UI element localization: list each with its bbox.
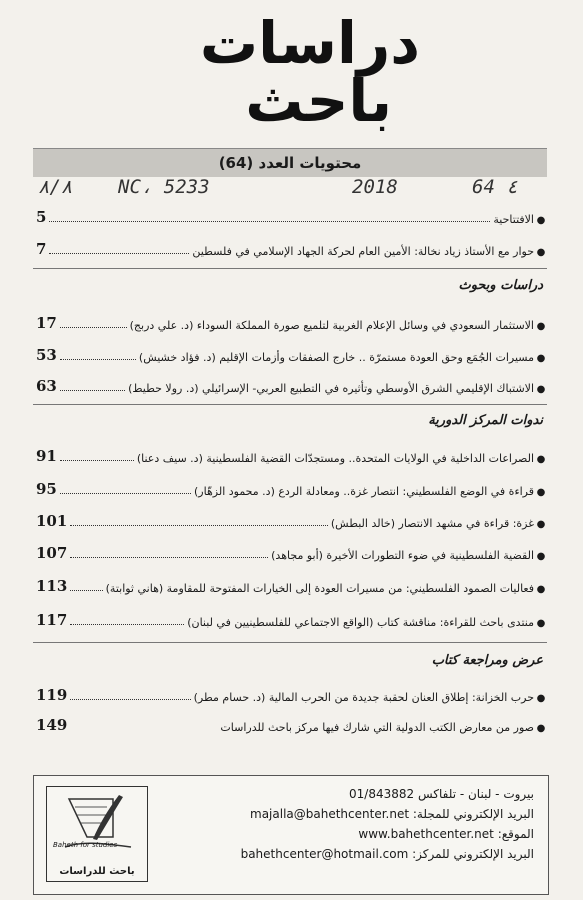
entry-page: 5 <box>36 208 47 226</box>
toc-entry[interactable] <box>36 508 548 530</box>
journal-email-link[interactable]: majalla@bahethcenter.net <box>250 807 410 821</box>
entry-page: 117 <box>36 611 68 629</box>
entry-title: قراءة في الوضع الفلسطيني: انتصار غزة.. ومعادلة الردع (د. محمود الزهّار) <box>194 485 534 498</box>
handwritten-note: NC، 5233 <box>118 176 210 198</box>
toc-entry[interactable] <box>36 342 548 364</box>
center-email-link[interactable]: bahethcenter@hotmail.com <box>240 847 409 861</box>
toc-entry[interactable] <box>36 476 548 498</box>
divider <box>33 404 547 405</box>
entry-page: 63 <box>36 377 57 395</box>
handwritten-note: 64 ٤ <box>472 176 518 198</box>
toc-entry[interactable] <box>36 573 548 595</box>
toc-entry[interactable] <box>36 712 548 734</box>
masthead-line-1: دراسات <box>199 9 420 77</box>
masthead-logo <box>199 9 420 139</box>
entry-page: 91 <box>36 447 57 465</box>
contact-journal-email <box>154 804 534 824</box>
entry-page: 113 <box>36 577 68 595</box>
entry-title: منتدى باحث للقراءة: مناقشة كتاب (الواقع الاجتماعي للفلسطينيين في لبنان) <box>187 616 534 629</box>
stamp-arabic-text: باحث للدراسات <box>59 866 135 877</box>
divider <box>33 642 547 643</box>
toc-entry[interactable] <box>36 204 548 226</box>
handwritten-note: 2018 <box>352 176 398 198</box>
bullet-icon: ● <box>536 618 546 629</box>
leader-dots <box>60 359 136 360</box>
bullet-icon: ● <box>536 584 546 595</box>
bullet-icon: ● <box>536 321 546 332</box>
bullet-icon: ● <box>536 693 546 704</box>
leader-dots <box>70 590 102 591</box>
entry-page: 53 <box>36 346 57 364</box>
bullet-icon: ● <box>536 384 546 395</box>
bullet-icon: ● <box>536 247 546 258</box>
contact-footer <box>33 775 549 895</box>
phone-number[interactable]: 01/843882 <box>349 787 415 801</box>
bullet-icon: ● <box>536 519 546 530</box>
contact-label: البريد الإلكتروني للمجلة: <box>412 807 534 821</box>
toc-entry[interactable] <box>36 607 548 629</box>
leader-dots <box>60 390 125 391</box>
entry-title: الافتتاحية <box>493 213 534 226</box>
masthead-line-2: باحث <box>245 67 392 135</box>
entry-title: حوار مع الأستاذ زياد نخالة: الأمين العام لحركة الجهاد الإسلامي في فلسطين <box>192 245 534 258</box>
contact-label: بيروت - لبنان - تلفاكس <box>417 787 534 801</box>
contact-label: الموقع: <box>497 827 534 841</box>
leader-dots <box>70 729 217 730</box>
contact-lines <box>154 784 534 864</box>
leader-dots <box>60 327 127 328</box>
entry-title: الصراعات الداخلية في الولايات المتحدة.. ومستجدّات القضية الفلسطينية (د. سيف دعنا) <box>136 452 534 465</box>
entry-title: صور من معارض الكتب الدولية التي شارك فيها مركز باحث للدراسات <box>220 721 534 734</box>
entry-page: 149 <box>36 716 68 734</box>
contact-center-email <box>154 844 534 864</box>
entry-page: 7 <box>36 240 47 258</box>
contact-website <box>154 824 534 844</box>
section-heading: عرض ومراجعة كتاب <box>431 653 543 668</box>
contact-phone <box>154 784 534 804</box>
entry-title: مسيرات الجُمَع وحق العودة مستمرّة .. خارج الصفقات وأزمات الإقليم (د. فؤاد خشيش) <box>138 351 534 364</box>
section-heading: ندوات المركز الدورية <box>428 413 543 428</box>
leader-dots <box>49 253 189 254</box>
entry-page: 95 <box>36 480 57 498</box>
website-link[interactable]: www.bahethcenter.net <box>358 827 494 841</box>
entry-title: الاشتباك الإقليمي الشرق الأوسطي وتأثيره في التطبيع العربي- الإسرائيلي (د. رولا حطيط) <box>128 382 534 395</box>
entry-title: فعاليات الصمود الفلسطيني: من مسيرات العودة إلى الخيارات المفتوحة للمقاومة (هاني ثوابتة) <box>105 582 534 595</box>
leader-dots <box>60 460 134 461</box>
contact-label: البريد الإلكتروني للمركز: <box>412 847 534 861</box>
toc-entry[interactable] <box>36 682 548 704</box>
bullet-icon: ● <box>536 215 546 226</box>
stamp-english-text: Baheth for studies <box>53 841 118 849</box>
divider <box>33 268 547 269</box>
leader-dots <box>70 525 328 526</box>
contents-header <box>33 148 547 177</box>
bullet-icon: ● <box>536 454 546 465</box>
leader-dots <box>60 493 191 494</box>
leader-dots <box>49 221 490 222</box>
entry-title: حرب الخزانة: إطلاق العنان لحقبة جديدة من الحرب المالية (د. حسام مطر) <box>193 691 534 704</box>
entry-page: 17 <box>36 314 57 332</box>
contents-title: محتويات العدد (64) <box>218 154 362 172</box>
toc-entry[interactable] <box>36 443 548 465</box>
entry-page: 101 <box>36 512 68 530</box>
bullet-icon: ● <box>536 723 546 734</box>
publisher-stamp <box>46 786 148 882</box>
entry-title: القضية الفلسطينية في ضوء التطورات الأخيرة (أبو مجاهد) <box>271 549 534 562</box>
entry-title: غزة: قراءة في مشهد الانتصار (خالد البطش) <box>330 517 534 530</box>
handwritten-note: ٨/٨ <box>38 176 73 198</box>
leader-dots <box>70 699 190 700</box>
leader-dots <box>70 557 268 558</box>
entry-page: 107 <box>36 544 68 562</box>
toc-entry[interactable] <box>36 373 548 395</box>
toc-entry[interactable] <box>36 310 548 332</box>
leader-dots <box>70 624 184 625</box>
section-heading: دراسات وبحوث <box>458 278 543 293</box>
bullet-icon: ● <box>536 487 546 498</box>
bullet-icon: ● <box>536 353 546 364</box>
entry-page: 119 <box>36 686 68 704</box>
toc-entry[interactable] <box>36 540 548 562</box>
bullet-icon: ● <box>536 551 546 562</box>
toc-entry[interactable] <box>36 236 548 258</box>
entry-title: الاستثمار السعودي في وسائل الإعلام الغربية لتلميع صورة المملكة السوداء (د. علي دربج) <box>129 319 534 332</box>
